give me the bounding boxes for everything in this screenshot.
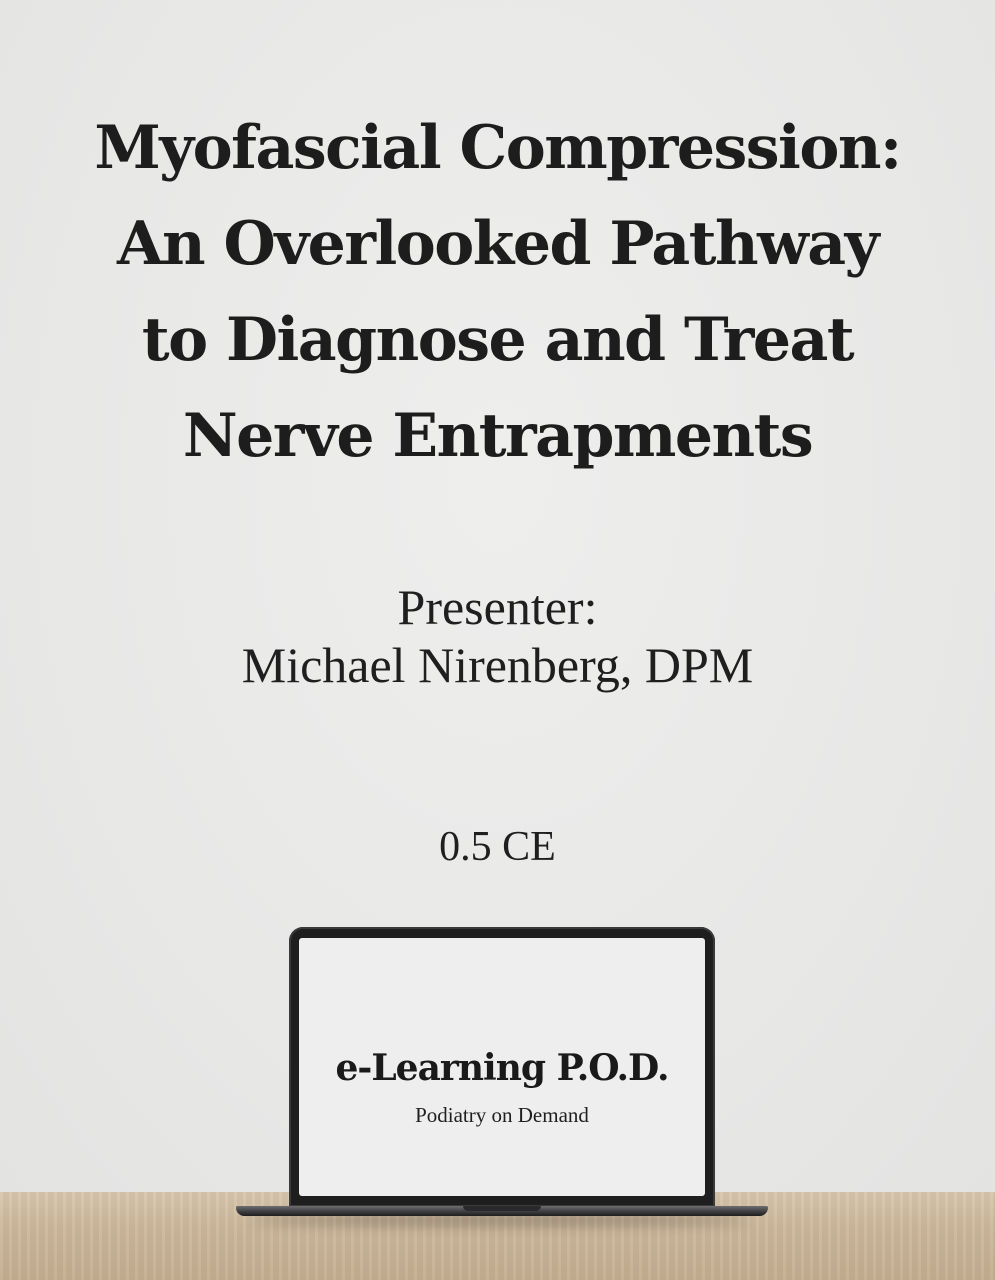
course-title-line: to Diagnose and Treat (141, 305, 854, 375)
brand-tagline: Podiatry on Demand (415, 1103, 589, 1127)
laptop-notch (463, 1206, 541, 1211)
presenter-block (0, 578, 995, 694)
course-title-line: Myofascial Compression: (94, 113, 901, 183)
course-title (30, 100, 965, 484)
presenter-label: Presenter: (397, 579, 598, 635)
course-title-line: An Overlooked Pathway (116, 209, 878, 279)
course-title-line: Nerve Entrapments (182, 401, 813, 471)
credit-hours: 0.5 CE (439, 824, 556, 870)
brand-logo-text: e-Learning P.O.D. (335, 1047, 669, 1089)
presenter-name: Michael Nirenberg, DPM (241, 637, 754, 693)
